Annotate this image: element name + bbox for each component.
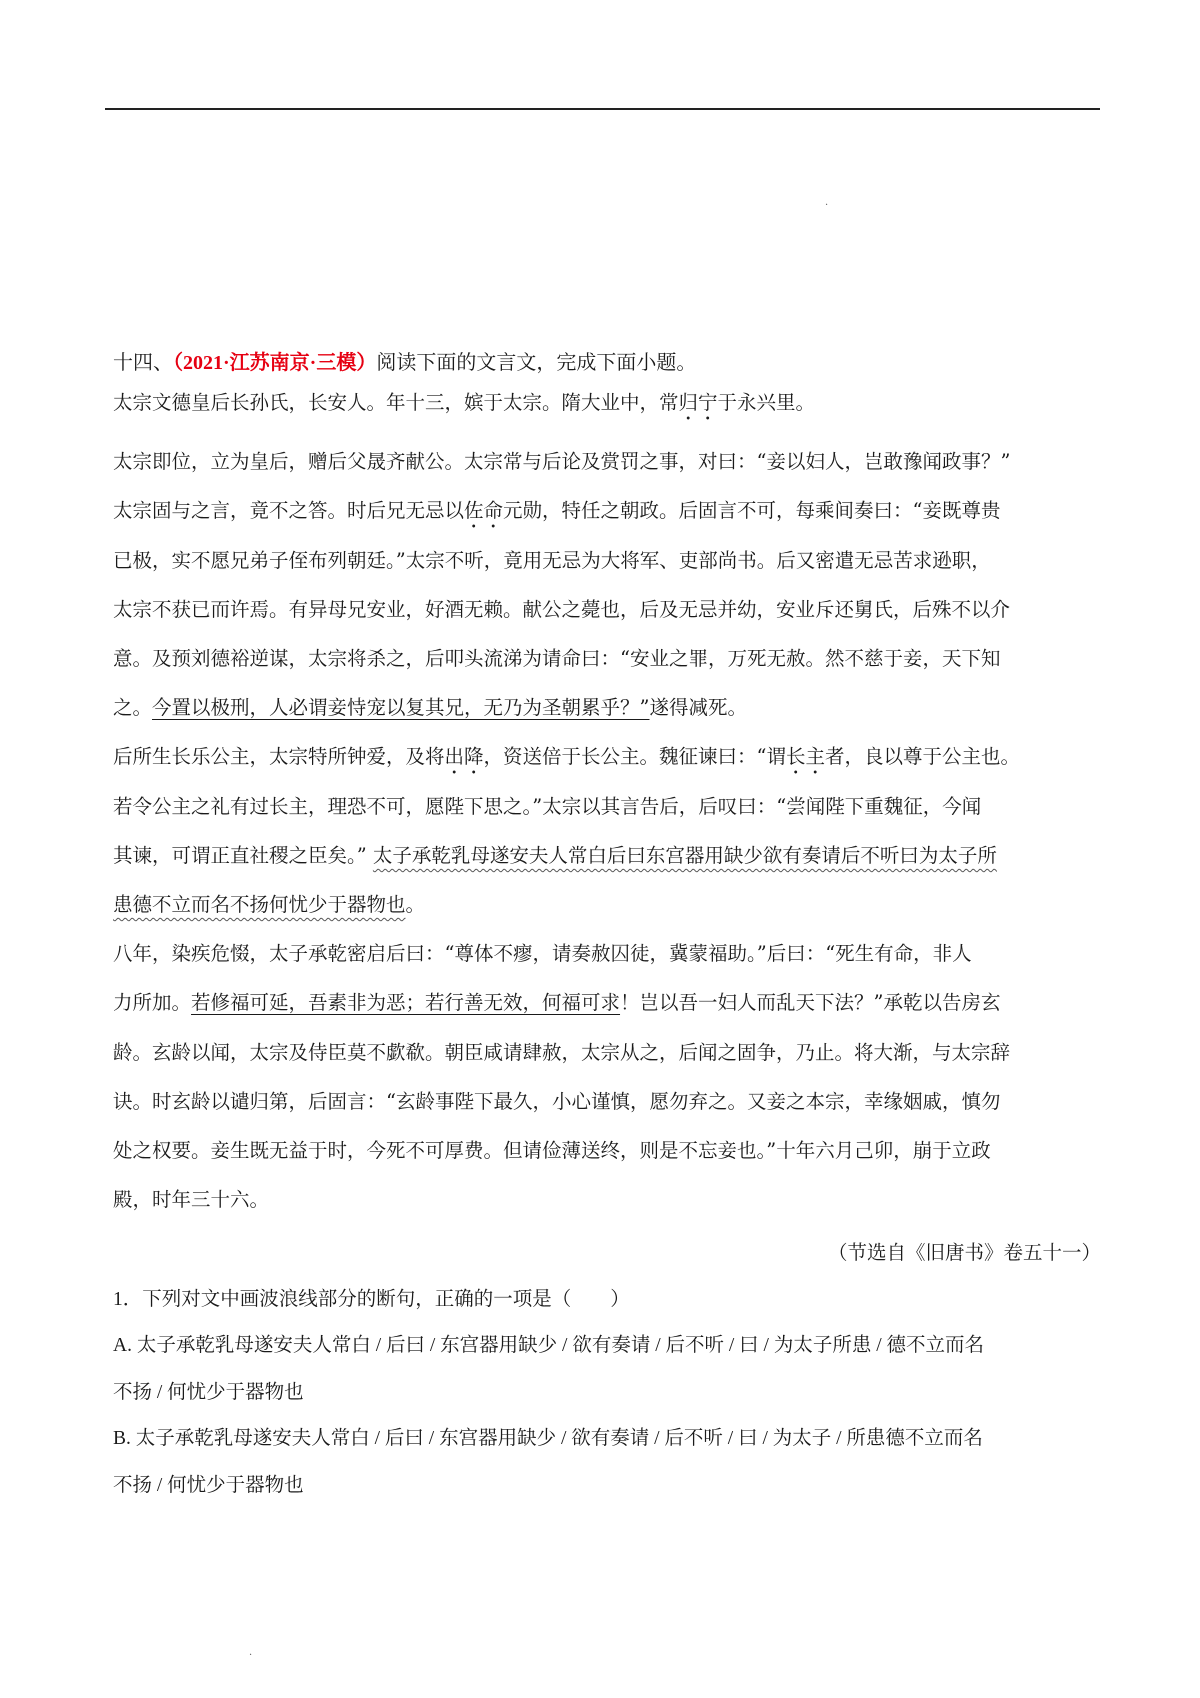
document-content: [113, 348, 1103, 1509]
passage-paragraph-4: [113, 929, 1103, 1224]
passage-text: 于永兴里。: [717, 391, 816, 414]
wavy-underlined-text: 太子承乾乳母遂安夫人常白后曰东宫器用缺少欲有奏请后不听曰为太子所: [372, 843, 997, 867]
source-tag: （2021·江苏南京·三模）: [173, 352, 377, 374]
passage-line: [113, 880, 1103, 929]
passage-line: [113, 831, 1103, 880]
option-b-line-1: B. 太子承乾乳母遂安夫人常白 / 后曰 / 东宫器用缺少 / 欲有奏请 / 后不听 / 曰 / 为太子 / 所患德不立而名: [113, 1428, 983, 1450]
passage-paragraph-1: [113, 378, 1103, 427]
question-stem: 1．下列对文中画波浪线部分的断句，正确的一项是（ ）: [113, 1289, 630, 1311]
passage-line: 殿，时年三十六。: [113, 1188, 270, 1212]
passage-line: 处之权要。妾生既无益于时，今死不可厚费。但请俭薄送终，则是不忘妾也。”十年六月己卯，崩于立政: [113, 1139, 991, 1163]
passage-line: 太宗即位，立为皇后，赠后父晟齐献公。太宗常与后论及赏罚之事，对曰：“妾以妇人，岂敢豫闻政事？”: [113, 450, 1011, 474]
passage-line: [113, 486, 1103, 535]
option-a-line-2: 不扬 / 何忧少于器物也: [113, 1381, 304, 1403]
passage-line: 太宗不获已而许焉。有异母兄安业，好酒无赖。献公之薨也，后及无忌并幼，安业斥还舅氏，后殊不以介: [113, 597, 1011, 621]
passage-line: [113, 683, 1103, 732]
passage-source: （节选自《旧唐书》卷五十一）: [827, 1241, 1101, 1265]
option-a-line-1: A. 太子承乾乳母遂安夫人常白 / 后曰 / 东宫器用缺少 / 欲有奏请 / 后不听 / 曰 / 为太子所患 / 德不立而名: [113, 1335, 985, 1357]
passage-paragraph-3: [113, 732, 1103, 929]
underlined-sentence-1: 今置以极刑，人必谓妾恃宠以复其兄，无乃为圣朝累乎？”: [152, 696, 650, 720]
passage-text: ！岂以吾一妇人而乱天下法？”承乾以告房玄: [620, 991, 1001, 1015]
passage-text: 其谏，可谓正直社稷之臣矣。”: [113, 843, 373, 867]
option-b-line-2: 不扬 / 何忧少于器物也: [113, 1474, 304, 1496]
passage-line: 诀。时玄龄以谴归第，后固言：“玄龄事陛下最久，小心谨慎，愿勿弃之。又妾之本宗，幸缘姻戚，慎勿: [113, 1089, 1001, 1113]
passage-text: 力所加。: [113, 991, 192, 1015]
passage-line: 已极，实不愿兄弟子侄布列朝廷。”太宗不听，竟用无忌为大将军、吏部尚书。后又密遣无忌苦求逊职，: [113, 548, 991, 572]
passage-paragraph-2: [113, 437, 1103, 732]
passage-line: [113, 978, 1103, 1027]
passage-line: 意。及预刘德裕逆谋，太宗将杀之，后叩头流涕为请命曰：“安业之罪，万死无赦。然不慈于妾，天下知: [113, 647, 1001, 671]
passage-line: 八年，染疾危惙，太子承乾密启后曰：“尊体不瘳，请奏赦囚徒，冀蒙福助。”后曰：“死生有命，非人: [113, 942, 972, 966]
wavy-underlined-text: 患德不立而名不扬何忧少于器物也: [113, 893, 406, 917]
dotted-term-zuoming: 佐命: [464, 499, 504, 523]
passage-text: 。: [405, 893, 426, 917]
passage-text: 遂得减死。: [649, 696, 748, 720]
stray-dot-top: ·: [825, 200, 829, 211]
passage: [113, 378, 1103, 1277]
question-1: [113, 1277, 1103, 1509]
dotted-term-chujiang: 出降: [444, 745, 484, 769]
underlined-sentence-2: 若修福可延，吾素非为恶；若行善无效，何福可求: [191, 991, 621, 1015]
stray-dot-bottom: ·: [249, 1650, 253, 1661]
passage-text: 元勋，特任之朝政。后固言不可，每乘间奏曰：“妾既尊贵: [503, 499, 1001, 523]
passage-text: 太宗固与之言，竟不之答。时后兄无忌以: [113, 499, 465, 523]
passage-text: ，资送倍于长公主。魏征谏曰：“谓: [483, 745, 787, 769]
dotted-term-guining: 归宁: [678, 391, 718, 414]
passage-line: 若令公主之礼有过长主，理恐不可，愿陛下思之。”太宗以其言告后，后叹曰：“尝闻陛下重魏征，今闻: [113, 794, 982, 818]
section-heading: [113, 348, 1103, 378]
passage-line: 龄。玄龄以闻，太宗及侍臣莫不歔欷。朝臣咸请肆赦，太宗从之，后闻之固争，乃止。将大渐，与太宗辞: [113, 1040, 1011, 1064]
passage-text: 者，良以尊于公主也。: [825, 745, 1021, 769]
passage-line: [113, 732, 1103, 781]
header-rule: [105, 108, 1100, 110]
section-instruction: 阅读下面的文言文，完成下面小题。: [376, 352, 697, 374]
section-number: 十四、: [113, 352, 173, 374]
passage-text: 后所生长乐公主，太宗特所钟爱，及将: [113, 745, 445, 769]
passage-text: 太宗文德皇后长孙氏，长安人。年十三，嫔于太宗。隋大业中，常: [113, 391, 679, 414]
passage-text: 之。: [113, 696, 153, 720]
dotted-term-zhangzhu: 长主: [786, 745, 826, 769]
